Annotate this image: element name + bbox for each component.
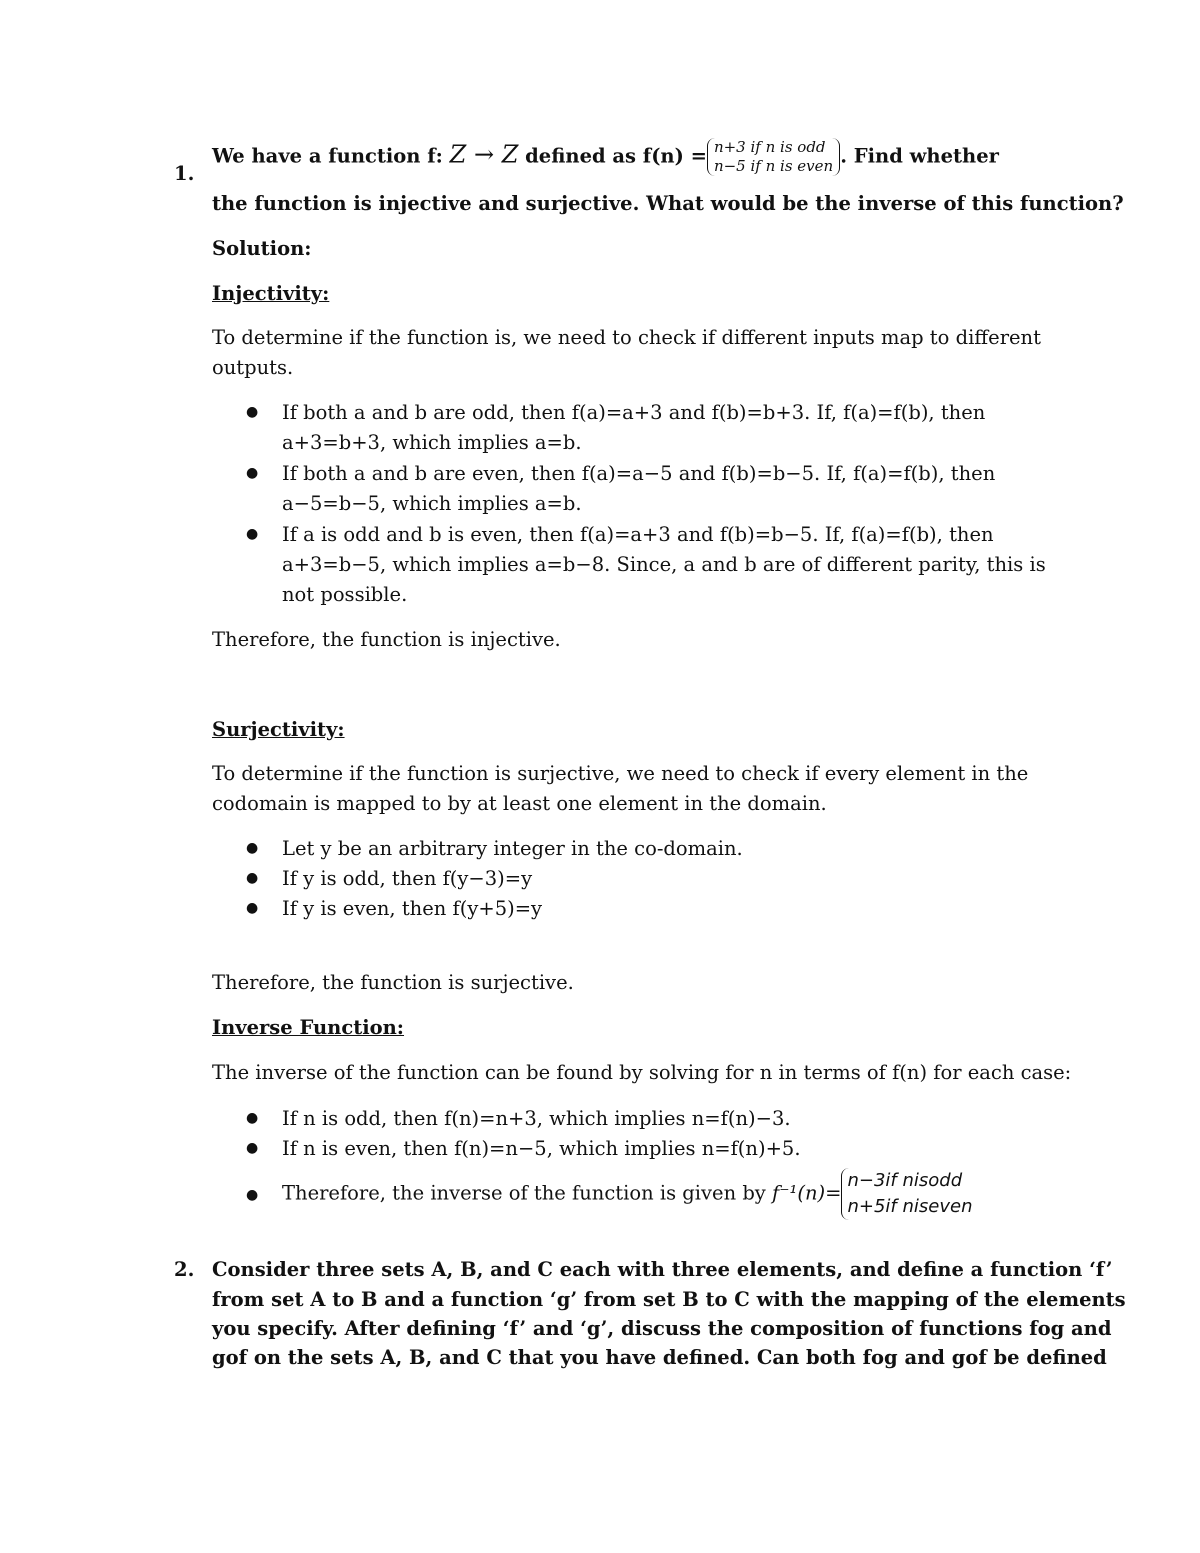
bullet-icon: ●: [246, 1140, 259, 1156]
injectivity-bullet-3-line-3: not possible.: [282, 583, 408, 606]
injectivity-heading: Injectivity:: [212, 282, 330, 305]
bullet-icon: ●: [246, 870, 259, 886]
mapping-expression: Z → Z: [449, 140, 519, 169]
injectivity-bullet-3-line-1: If a is odd and b is even, then f(a)=a+3 and f(b)=b−5. If, f(a)=f(b), then: [282, 523, 994, 546]
surjectivity-conclusion: Therefore, the function is surjective.: [212, 971, 574, 994]
surjectivity-bullet-2: If y is odd, then f(y−3)=y: [282, 867, 533, 890]
bullet-icon: ●: [246, 1110, 259, 1126]
surjectivity-intro-line-1: To determine if the function is surjective, we need to check if every element in the: [212, 762, 1029, 785]
surjectivity-intro-line-2: codomain is mapped to by at least one element in the domain.: [212, 792, 827, 815]
inverse-intro: The inverse of the function can be found by solving for n in terms of f(n) for each case:: [212, 1061, 1072, 1084]
question-1-number: 1.: [174, 162, 195, 185]
injectivity-intro-line-1: To determine if the function is, we need to check if different inputs map to different: [212, 326, 1041, 349]
question-2-number: 2.: [174, 1258, 195, 1281]
injectivity-bullet-2-line-2: a−5=b−5, which implies a=b.: [282, 492, 582, 515]
question-1-line-1: [212, 138, 999, 176]
injectivity-bullet-1-line-1: If both a and b are odd, then f(a)=a+3 and f(b)=b+3. If, f(a)=f(b), then: [282, 401, 986, 424]
question-2-line-3: you specify. After defining ‘f’ and ‘g’, discuss the composition of functions fog and: [212, 1317, 1112, 1340]
bullet-icon: ●: [246, 840, 259, 856]
injectivity-intro-line-2: outputs.: [212, 356, 294, 379]
piecewise-case-1: n+3 if n is odd: [713, 138, 826, 156]
injectivity-bullet-3-line-2: a+3=b−5, which implies a=b−8. Since, a and b are of different parity, this is: [282, 553, 1046, 576]
piecewise-case-2: n−5 if n is even: [713, 157, 834, 175]
inverse-piecewise: [841, 1168, 972, 1220]
bullet-icon: ●: [246, 404, 259, 420]
bullet-icon: ●: [246, 465, 259, 481]
surjectivity-heading: Surjectivity:: [212, 718, 345, 741]
inverse-heading: Inverse Function:: [212, 1016, 405, 1039]
question-1-line-2: the function is injective and surjective. What would be the inverse of this function?: [212, 192, 1124, 215]
defined-as-text: defined as f(n) =: [525, 144, 707, 168]
surjectivity-bullet-1: Let y be an arbitrary integer in the co-domain.: [282, 837, 743, 860]
bullet-icon: ●: [246, 1187, 259, 1203]
inverse-function-label: f⁻¹(n)=: [772, 1181, 842, 1205]
injectivity-bullet-2-line-1: If both a and b are even, then f(a)=a−5 and f(b)=b−5. If, f(a)=f(b), then: [282, 462, 996, 485]
question-2-line-2: from set A to B and a function ‘g’ from set B to C with the mapping of the elements: [212, 1288, 1126, 1311]
inverse-case-2: n+5if niseven: [847, 1196, 973, 1217]
injectivity-bullet-1-line-2: a+3=b+3, which implies a=b.: [282, 431, 582, 454]
inverse-bullet-3: [282, 1168, 972, 1220]
inverse-bullet-1: If n is odd, then f(n)=n+3, which implies n=f(n)−3.: [282, 1107, 791, 1130]
bullet-icon: ●: [246, 526, 259, 542]
bullet-icon: ●: [246, 900, 259, 916]
surjectivity-bullet-3: If y is even, then f(y+5)=y: [282, 897, 543, 920]
question-1-suffix: . Find whether: [840, 144, 999, 168]
injectivity-conclusion: Therefore, the function is injective.: [212, 628, 561, 651]
question-1-prefix: We have a function f:: [212, 144, 443, 168]
piecewise-definition: [707, 138, 840, 176]
solution-label: Solution:: [212, 237, 312, 260]
question-2-line-1: Consider three sets A, B, and C each with three elements, and define a function ‘f’: [212, 1258, 1113, 1281]
inverse-bullet-2: If n is even, then f(n)=n−5, which implies n=f(n)+5.: [282, 1137, 801, 1160]
inverse-case-1: n−3if nisodd: [847, 1170, 963, 1191]
inverse-bullet-3-prefix: Therefore, the inverse of the function is given by: [282, 1181, 766, 1205]
question-2-line-4: gof on the sets A, B, and C that you have defined. Can both fog and gof be defined: [212, 1346, 1107, 1369]
